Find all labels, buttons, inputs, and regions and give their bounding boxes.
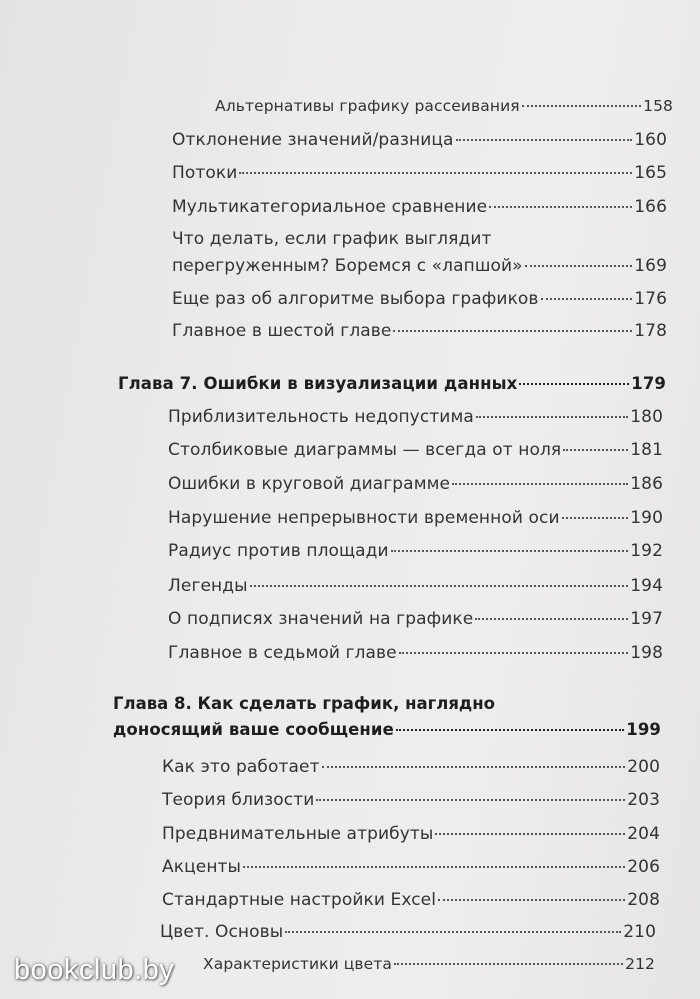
toc-entry-title: Приблизительность недопустима: [168, 407, 474, 427]
toc-entry: [162, 790, 660, 810]
toc-entry-page: 210: [623, 922, 656, 942]
toc-entry-page: 192: [630, 541, 663, 561]
toc-entry-page: 178: [634, 321, 667, 341]
toc-leader-dots: [525, 265, 633, 267]
toc-entry-page: 212: [625, 955, 655, 973]
toc-leader-dots: [243, 866, 625, 868]
toc-entry-title: Главное в шестой главе: [172, 321, 392, 341]
toc-entry-title: Мультикатегориальное сравнение: [172, 197, 488, 217]
toc-entry-page: 176: [634, 289, 667, 309]
toc-entry-page: 206: [627, 857, 660, 877]
toc-entry-title: Отклонение значений/разница: [172, 130, 454, 150]
toc-entry: [162, 824, 660, 844]
toc-leader-dots: [456, 139, 633, 141]
toc-entry-page: 198: [630, 643, 663, 663]
toc-leader-dots: [316, 799, 625, 801]
toc-entry-title: перегруженным? Боремся с «лапшой»: [172, 256, 523, 276]
toc-entry-page: 194: [630, 576, 663, 596]
toc-entry-title: Еще раз об алгоритме выбора графиков: [172, 289, 539, 309]
toc-leader-dots: [476, 416, 628, 418]
toc-chapter-7: [118, 374, 666, 393]
toc-chapter-8: [113, 720, 661, 739]
toc-entry: [168, 576, 663, 596]
toc-entry-page: 204: [627, 824, 660, 844]
toc-entry-page: 169: [634, 256, 667, 276]
toc-entry: [172, 130, 667, 150]
toc-entry-title: Акценты: [162, 857, 242, 877]
toc-leader-dots: [489, 206, 632, 208]
toc-entry-title: Стандартные настройки Excel: [162, 890, 437, 910]
toc-leader-dots: [396, 729, 624, 731]
toc-entry: [168, 407, 663, 427]
toc-leader-dots: [239, 172, 632, 174]
toc-entry-page: 203: [627, 790, 660, 810]
toc-entry-title: Как это работает: [162, 757, 320, 777]
toc-entry: [172, 321, 667, 341]
toc-entry-title: Теория близости: [162, 790, 315, 810]
toc-entry-page: 165: [634, 163, 667, 183]
toc-leader-dots: [322, 766, 626, 768]
toc-entry-title: Ошибки в круговой диаграмме: [168, 474, 451, 494]
toc-entry: [168, 474, 663, 494]
toc-entry-page: 190: [630, 508, 663, 528]
toc-entry-title: Характеристики цвета: [203, 955, 393, 973]
toc-entry-title: Легенды: [168, 576, 248, 596]
toc-entry: [160, 922, 656, 942]
toc-entry-line: [172, 229, 491, 249]
site-watermark: bookclub.by: [14, 954, 175, 986]
toc-entry-title: О подписях значений на графике: [168, 609, 474, 629]
toc-entry-page: 197: [630, 609, 663, 629]
toc-entry-title: Столбиковые диаграммы — всегда от ноля: [168, 440, 562, 460]
toc-leader-dots: [562, 517, 629, 519]
toc-entry-title: Альтернативы графику рассеивания: [215, 97, 520, 115]
toc-leader-dots: [393, 330, 632, 332]
toc-entry-page: 186: [630, 474, 663, 494]
toc-entry: [168, 609, 663, 629]
toc-leader-dots: [519, 383, 629, 385]
toc-entry: [168, 643, 663, 663]
toc-chapter-page: 179: [631, 374, 666, 393]
toc-entry-title: Предвнимательные атрибуты: [162, 824, 434, 844]
toc-leader-dots: [438, 899, 625, 901]
toc-entry-page: 208: [627, 890, 660, 910]
toc-leader-dots: [563, 449, 628, 451]
toc-leader-dots: [522, 105, 641, 107]
toc-entry: [168, 440, 663, 460]
toc-entry: [162, 757, 660, 777]
toc-entry: [172, 163, 667, 183]
toc-leader-dots: [475, 618, 628, 620]
toc-leader-dots: [399, 652, 629, 654]
toc-leader-dots: [391, 550, 629, 552]
toc-leader-dots: [394, 963, 623, 965]
toc-entry: [172, 289, 667, 309]
toc-chapter-page: 199: [626, 720, 661, 739]
toc-entry: [172, 256, 667, 276]
toc-entry: [215, 97, 673, 115]
toc-entry: [162, 857, 660, 877]
toc-leader-dots: [285, 931, 621, 933]
toc-entry-title: Что делать, если график выглядит: [172, 229, 492, 249]
toc-entry: [162, 890, 660, 910]
toc-chapter-title: доносящий ваше сообщение: [113, 720, 394, 739]
toc-entry: [168, 541, 663, 561]
toc-entry: [168, 508, 663, 528]
toc-entry-title: Главное в седьмой главе: [168, 643, 397, 663]
toc-entry-page: 166: [634, 197, 667, 217]
toc-entry-page: 160: [634, 130, 667, 150]
toc-entry-page: 181: [630, 440, 663, 460]
toc-entry-title: Цвет. Основы: [160, 922, 284, 942]
toc-entry-title: Потоки: [172, 163, 238, 183]
toc-entry-title: Радиус против площади: [168, 541, 389, 561]
toc-entry-page: 180: [630, 407, 663, 427]
toc-leader-dots: [435, 833, 625, 835]
toc-entry-page: 200: [627, 757, 660, 777]
toc-leader-dots: [250, 585, 629, 587]
toc-chapter-title: Глава 7. Ошибки в визуализации данных: [118, 374, 518, 393]
toc-entry-page: 158: [643, 97, 673, 115]
toc-entry: [172, 197, 667, 217]
toc-leader-dots: [452, 483, 628, 485]
toc-chapter-8-line: [113, 694, 495, 713]
toc-entry-title: Нарушение непрерывности временной оси: [168, 508, 560, 528]
toc-leader-dots: [541, 298, 633, 300]
toc-entry: [203, 955, 655, 973]
toc-chapter-title: Глава 8. Как сделать график, наглядно: [113, 694, 495, 713]
